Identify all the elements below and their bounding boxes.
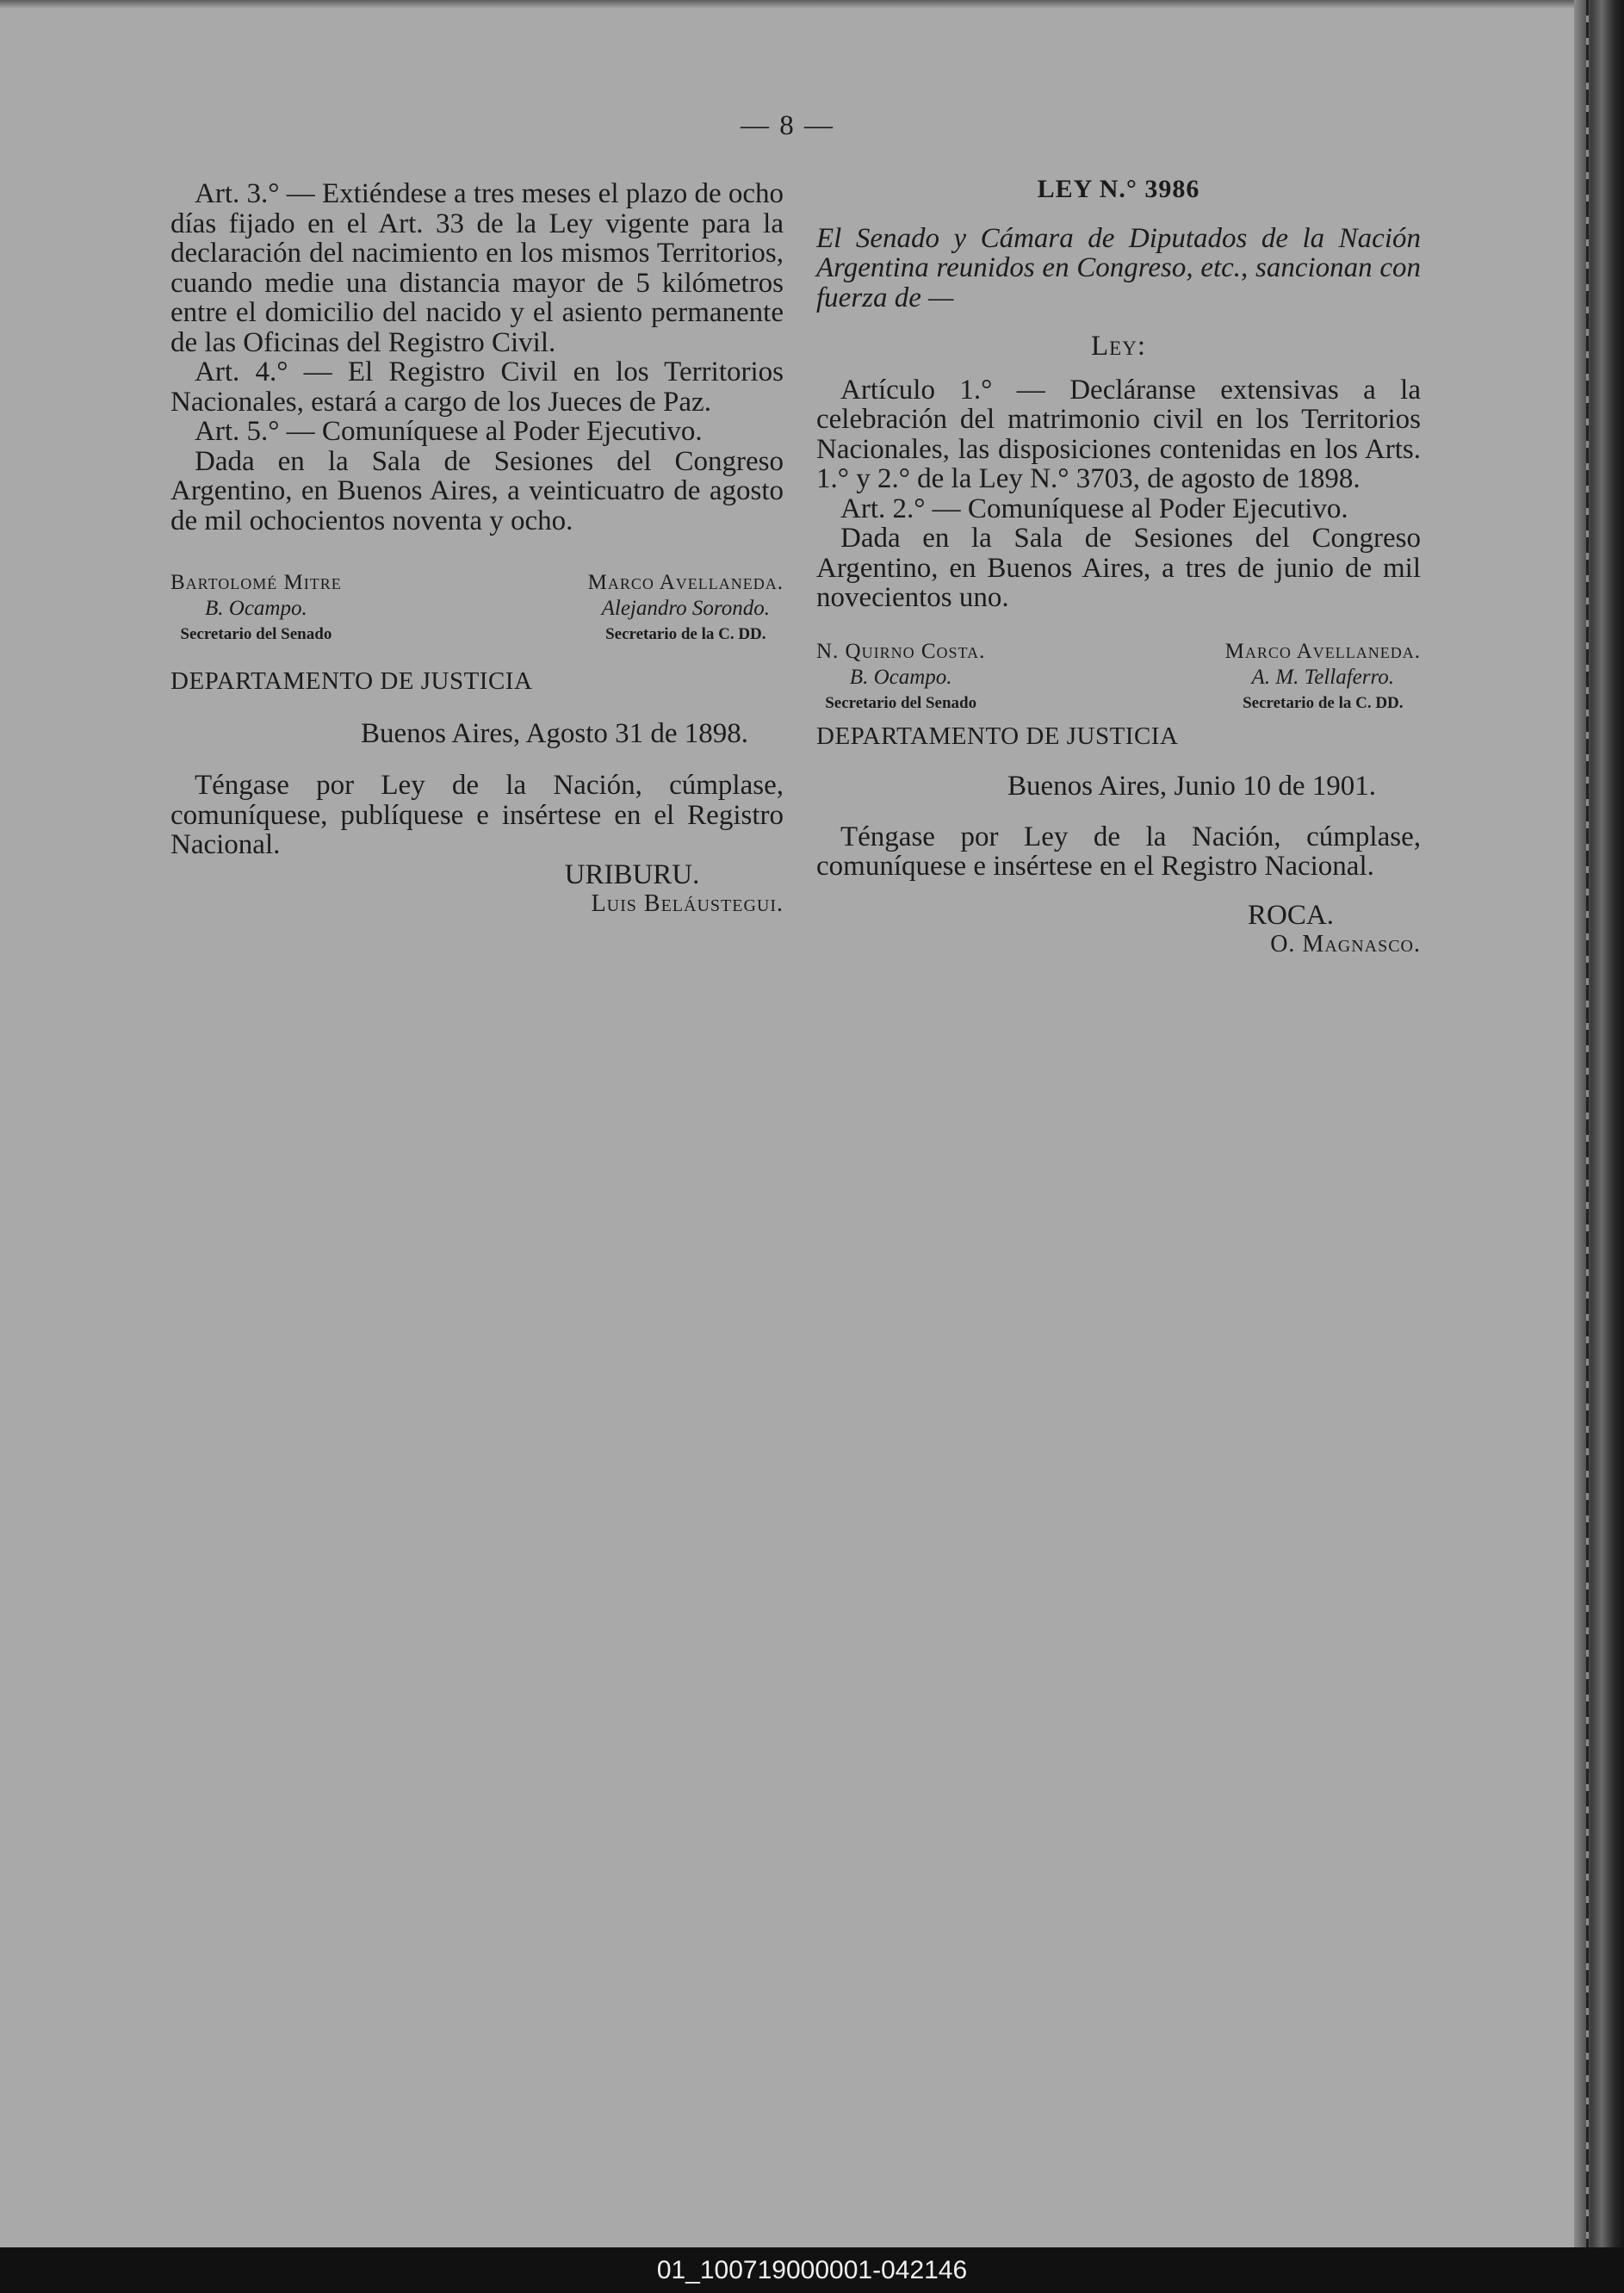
deputies-president-name: Marco Avellaneda.: [587, 571, 784, 594]
right-column: [816, 175, 1421, 960]
executive-signer: ROCA.: [1248, 899, 1334, 931]
senate-signature-block: [170, 570, 342, 648]
place-date: Buenos Aires, Agosto 31 de 1898.: [360, 717, 749, 749]
article-5: Art. 5.° — Comuníquese al Poder Ejecutivo.: [195, 416, 703, 447]
article-4: Art. 4.° — El Registro Civil en los Territorios Nacionales, estará a cargo de los Jueces de Paz.: [170, 356, 784, 418]
article-3: Art. 3.° — Extiéndese a tres meses el plazo de ocho días fijado en el Art. 33 de la Ley vigente para la declaración del nacimiento en los mismos Territorios, cuando medie una distancia mayor de 5 kilómetros entre el domicilio del nacido y el asiento permanente de las Oficinas del Registro Civil.: [170, 178, 784, 358]
scan-id-footer: 01_100719000001-042146: [0, 2247, 1624, 2293]
left-column: [170, 179, 784, 920]
minister-signer: O. Magnasco.: [1270, 931, 1421, 957]
deputies-secretary-name: Alejandro Sorondo.: [601, 597, 770, 620]
dada-en-la-sala: Dada en la Sala de Sesiones del Congreso Argentino, en Buenos Aires, a tres de junio de mil novecientos uno.: [816, 523, 1421, 613]
senate-secretary-title: Secretario del Senado: [825, 693, 977, 712]
deputies-secretary-title: Secretario de la C. DD.: [605, 625, 766, 643]
deputies-secretary-name: A. M. Tellaferro.: [1251, 665, 1395, 689]
congress-signatures: [816, 639, 1421, 716]
deputies-signature-block: [588, 570, 784, 648]
department-heading: DEPARTAMENTO DE JUSTICIA: [170, 667, 533, 695]
senate-secretary-name: B. Ocampo.: [849, 665, 952, 689]
article-2: Art. 2.° — Comuníquese al Poder Ejecutivo.: [840, 493, 1348, 524]
executive-signer: URIBURU.: [564, 858, 700, 890]
deputies-signature-block: [1225, 639, 1421, 716]
department-heading: DEPARTAMENTO DE JUSTICIA: [816, 722, 1179, 750]
deputies-secretary-title: Secretario de la C. DD.: [1243, 693, 1404, 712]
congress-signatures: [170, 570, 784, 648]
promulgation-text: Téngase por Ley de la Nación, cúmplase, comuníquese, publíquese e insértese en el Registro Nacional.: [170, 770, 784, 860]
senate-president-name: N. Quirno Costa.: [816, 639, 986, 663]
page-number: — 8 —: [741, 110, 834, 141]
law-title: LEY N.° 3986: [1037, 175, 1200, 203]
book-binding-edge: [1574, 0, 1624, 2247]
article-1: Artículo 1.° — Decláranse extensivas a la celebración del matrimonio civil en los Territorios Nacionales, las disposiciones contenidas en los Arts. 1.° y 2.° de la Ley N.° 3703, de agosto de 1898.: [816, 374, 1421, 494]
promulgation-text: Téngase por Ley de la Nación, cúmplase, comuníquese e insértese en el Registro Nacional.: [816, 821, 1421, 882]
senate-secretary-name: B. Ocampo.: [205, 597, 307, 620]
senate-secretary-title: Secretario del Senado: [180, 625, 332, 643]
ley-heading: Ley:: [1091, 331, 1146, 362]
deputies-president-name: Marco Avellaneda.: [1224, 639, 1421, 663]
minister-signer: Luis Beláustegui.: [591, 890, 784, 917]
page-top-edge: [0, 0, 1624, 9]
dada-en-la-sala: Dada en la Sala de Sesiones del Congreso Argentino, en Buenos Aires, a veinticuatro de agosto de mil ochocientos noventa y ocho.: [170, 445, 784, 536]
senate-signature-block: [816, 639, 985, 716]
law-preamble: El Senado y Cámara de Diputados de la Nación Argentina reunidos en Congreso, etc., sancionan con fuerza de —: [816, 222, 1421, 313]
place-date: Buenos Aires, Junio 10 de 1901.: [1007, 771, 1377, 802]
senate-president-name: Bartolomé Mitre: [170, 571, 342, 594]
